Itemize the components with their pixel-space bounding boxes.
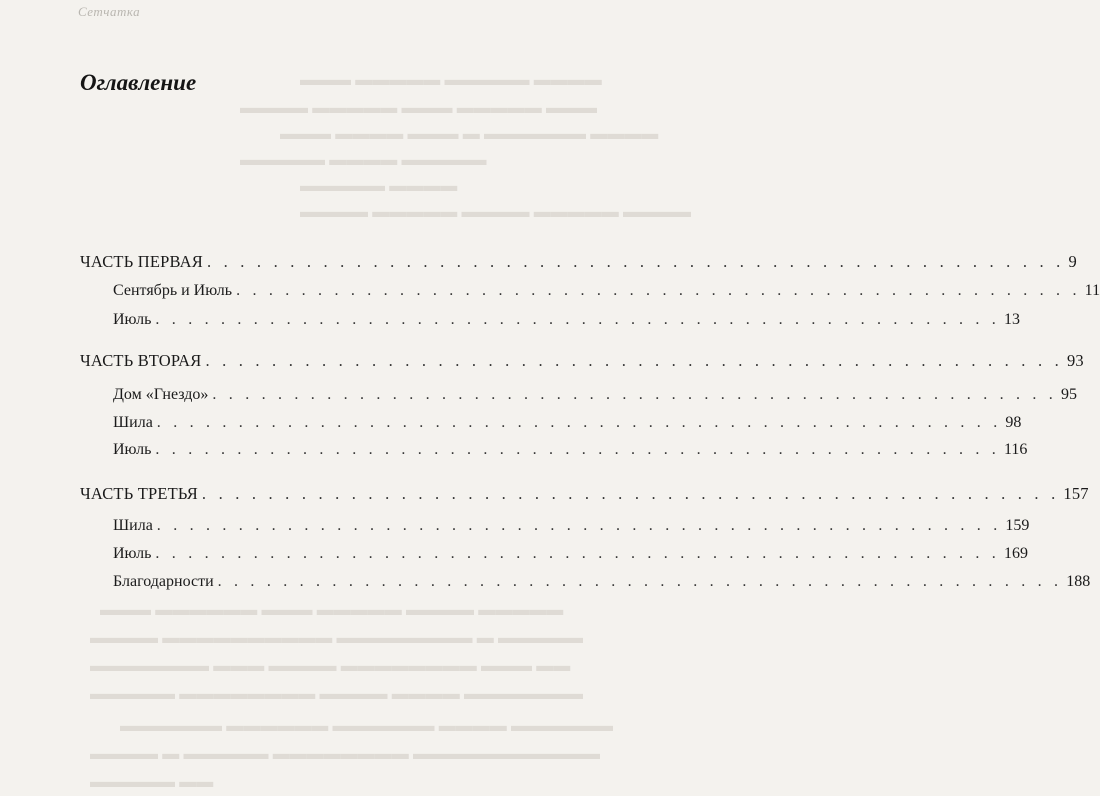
toc-page-number: 159 bbox=[1005, 517, 1030, 534]
running-header: Сетчатка bbox=[78, 4, 141, 19]
toc-chapter[interactable] bbox=[113, 545, 1028, 563]
toc-part-label: ЧАСТЬ ТРЕТЬЯ bbox=[80, 484, 198, 503]
toc-chapter[interactable] bbox=[113, 573, 1091, 591]
toc-chapter-label: Июль bbox=[113, 311, 152, 328]
toc-page-number: 188 bbox=[1066, 573, 1091, 590]
bleed-through-texture: ▬▬▬▬ ▬▬▬▬▬ ▬▬▬▬▬ ▬▬▬ ▬▬▬ ▬▬▬▬▬ ▬▬▬ ▬▬▬▬▬ ▬▬▬▬ ▬▬▬▬ ▬▬▬▬▬▬ ▬ ▬▬▬ ▬▬▬▬ ▬▬▬ ▬▬▬▬▬ ▬▬▬▬ ▬▬▬▬▬ ▬▬▬▬ ▬▬▬▬▬ ▬▬▬▬ ▬▬▬▬▬ ▬▬▬▬ ▬▬▬▬▬ ▬▬▬▬ ▬▬▬▬▬ ▬▬▬▬ ▬▬▬▬▬ ▬▬▬ ▬▬▬▬▬▬ ▬▬▬ ▬▬▬▬▬ ▬ ▬▬▬▬▬▬▬▬ ▬▬▬▬▬▬▬▬▬▬ ▬▬▬▬ ▬▬ ▬▬▬ ▬▬▬▬▬▬▬▬ ▬▬▬▬ ▬▬▬ ▬▬▬▬▬▬▬ ▬▬▬▬▬▬▬ ▬▬▬▬ ▬▬▬▬ ▬▬▬▬▬▬▬▬ ▬▬▬▬▬ ▬▬▬▬▬▬ ▬▬▬▬ ▬▬▬▬▬▬ ▬▬▬▬▬▬ ▬▬▬▬▬▬ ▬▬▬▬▬▬▬▬▬▬▬ ▬▬▬▬▬▬▬▬ ▬▬▬▬▬ ▬ ▬▬▬▬ ▬▬ ▬▬▬▬▬ bbox=[90, 70, 691, 791]
dot-leader bbox=[155, 441, 1000, 459]
dot-leader bbox=[207, 252, 1064, 272]
toc-chapter[interactable] bbox=[113, 414, 1022, 432]
toc-title: Оглавление bbox=[80, 70, 197, 95]
toc-chapter-label: Июль bbox=[113, 545, 152, 562]
toc-chapter[interactable] bbox=[113, 311, 1020, 329]
toc-part-label: ЧАСТЬ ПЕРВАЯ bbox=[80, 252, 203, 271]
toc-chapter-label: Шила bbox=[113, 517, 153, 534]
toc-page-number: 95 bbox=[1061, 386, 1078, 403]
toc-part-3[interactable] bbox=[80, 484, 1089, 504]
dot-leader bbox=[157, 517, 1002, 535]
dot-leader bbox=[205, 351, 1062, 371]
dot-leader bbox=[155, 545, 1000, 563]
dot-leader bbox=[212, 386, 1057, 404]
toc-part-2[interactable] bbox=[80, 351, 1084, 371]
dot-leader bbox=[155, 311, 1000, 329]
toc-page-number: 116 bbox=[1004, 441, 1028, 458]
toc-chapter[interactable] bbox=[113, 386, 1078, 404]
toc-chapter-label: Благодарности bbox=[113, 573, 214, 590]
toc-page-number: 13 bbox=[1004, 311, 1020, 328]
toc-page-number: 157 bbox=[1063, 484, 1089, 503]
dot-leader bbox=[202, 484, 1059, 504]
toc-page-number: 98 bbox=[1005, 414, 1022, 431]
toc-page-number: 11 bbox=[1084, 282, 1100, 299]
toc-chapter-label: Июль bbox=[113, 441, 152, 458]
toc-part-1[interactable] bbox=[80, 252, 1077, 272]
toc-part-label: ЧАСТЬ ВТОРАЯ bbox=[80, 351, 202, 370]
toc-page-number: 169 bbox=[1004, 545, 1028, 562]
toc-chapter[interactable] bbox=[113, 517, 1030, 535]
dot-leader bbox=[236, 282, 1081, 300]
toc-page-number: 93 bbox=[1066, 351, 1084, 370]
toc-chapter-label: Шила bbox=[113, 414, 153, 431]
dot-leader bbox=[218, 573, 1063, 591]
toc-chapter-label: Сентябрь и Июль bbox=[113, 282, 233, 299]
toc-chapter[interactable] bbox=[113, 282, 1100, 300]
toc-chapter-label: Дом «Гнездо» bbox=[113, 386, 209, 403]
toc-page-number: 9 bbox=[1068, 252, 1077, 271]
toc-chapter[interactable] bbox=[113, 441, 1028, 459]
dot-leader bbox=[157, 414, 1002, 432]
